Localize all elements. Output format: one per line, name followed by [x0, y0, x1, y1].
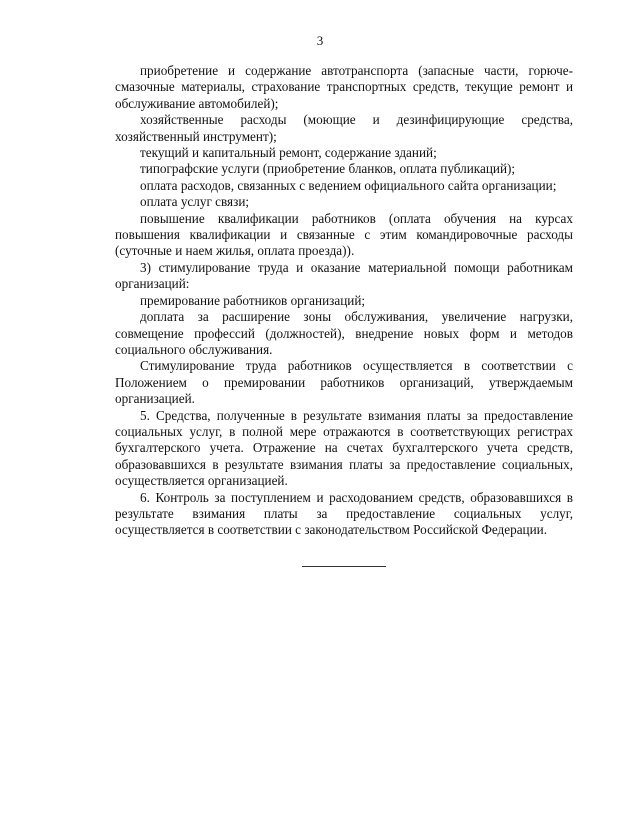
paragraph-bonus-regulation: Стимулирование труда работников осуществляется в соответствии с Положением о премировании работников организаций, утверждаемым организацией. — [115, 358, 573, 407]
paragraph-repair: текущий и капитальный ремонт, содержание зданий; — [140, 145, 437, 161]
paragraph-bonuses: премирование работников организаций; — [140, 292, 366, 308]
paragraph-incentives: 3) стимулирование труда и оказание материальной помощи работникам организаций: — [115, 259, 573, 292]
paragraph-section-6: 6. Контроль за поступлением и расходованием средств, образовавшихся в результате взимания платы за предоставление социальных услуг, осуществляется в соответствии с законодательством Российской Федерации. — [115, 489, 573, 538]
document-body — [115, 63, 573, 539]
paragraph-vehicles: приобретение и содержание автотранспорта (запасные части, горюче-смазочные материалы, страхование транспортных средств, текущие ремонт и обслуживание автомобилей); — [115, 63, 573, 111]
closing-divider — [302, 566, 386, 567]
paragraph-section-5: 5. Средства, полученные в результате взимания платы за предоставление социальных услуг, в полной мере отражаются в соответствующих регистрах бухгалтерского учета. Отражение на счетах бухгалтерского учета средств, образовавшихся в результате взимания платы за предоставление социальных, осуществляется организацией. — [115, 407, 573, 489]
page-number: 3 — [316, 33, 324, 48]
paragraph-website: оплата расходов, связанных с ведением официального сайта организации; — [140, 177, 557, 193]
paragraph-communication: оплата услуг связи; — [140, 194, 250, 210]
paragraph-extra-pay: доплата за расширение зоны обслуживания, увеличение нагрузки, совмещение профессий (должностей), внедрение новых форм и методов социального обслуживания. — [115, 309, 573, 357]
paragraph-printing: типографские услуги (приобретение бланков, оплата публикаций); — [140, 161, 516, 177]
paragraph-training: повышение квалификации работников (оплата обучения на курсах повышения квалификации и связанные с этим командировочные расходы (суточные и наем жилья, оплата проезда)). — [115, 210, 573, 259]
paragraph-household-expenses: хозяйственные расходы (моющие и дезинфицирующие средства, хозяйственный инструмент); — [115, 112, 573, 144]
